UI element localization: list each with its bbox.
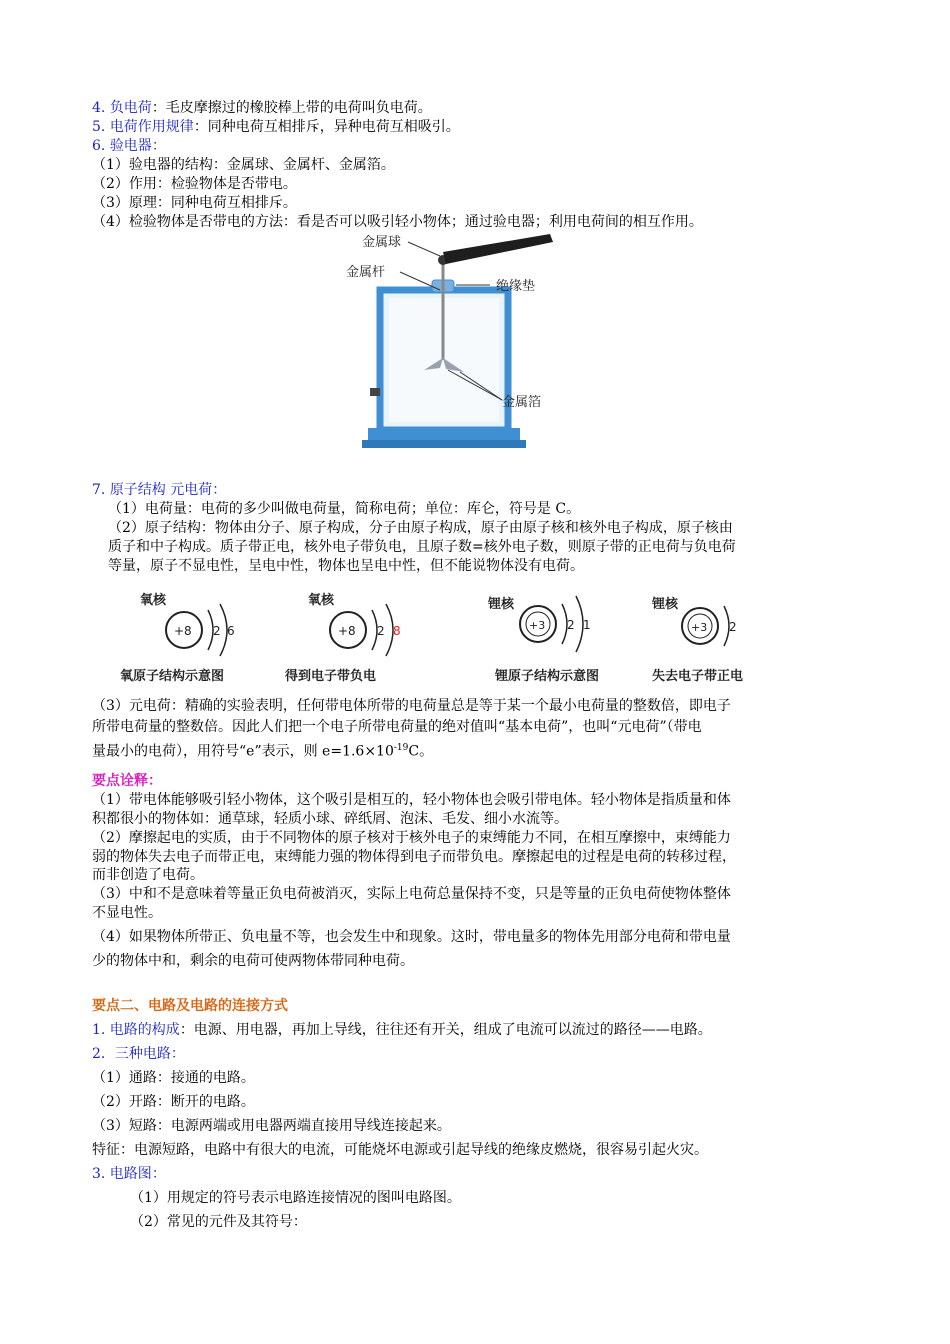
item-7-sub-3-line-3: [92, 739, 433, 762]
item-6-sub-2: （2）作用：检验物体是否带电。: [92, 176, 297, 192]
note-line-7: 不显电性。: [92, 905, 162, 921]
item-6-sub-3: （3）原理：同种电荷互相排斥。: [92, 195, 297, 211]
electroscope-base: [368, 428, 520, 442]
item-7-term: 原子结构 元电荷: [109, 482, 213, 498]
label-insulating-pad: 绝缘垫: [496, 279, 536, 294]
atom-2-shell-2-count: 8: [393, 624, 401, 638]
section-2-item-1-term: 1. 电路的构成: [92, 1022, 180, 1038]
item-5-num: 5.: [92, 119, 106, 135]
note-line-3: （2）摩擦起电的实质，由于不同物体的原子核对于核外电子的束缚能力不同，在相互摩擦中，束缚能力: [92, 830, 731, 846]
electroscope-base-bottom: [362, 440, 526, 448]
item-7: [92, 481, 226, 500]
exponent: -19: [393, 743, 409, 753]
atom-2-nucleus-charge: +8: [338, 624, 356, 638]
item-5-text: ：同种电荷互相排斥，异种电荷互相吸引。: [193, 119, 460, 135]
section-2-title: 要点二、电路及电路的连接方式: [92, 998, 288, 1014]
atom-3-shell-2: [576, 596, 583, 652]
item-7-sub-2-line-3: 等量，原子不显电性，呈电中性，物体也呈电中性，但不能说物体没有电荷。: [108, 558, 584, 574]
item-7-colon: ：: [212, 482, 227, 498]
item-7-num: 7.: [92, 482, 106, 498]
item-5-term: 电荷作用规律: [109, 119, 194, 135]
item-6-num: 6.: [92, 138, 106, 154]
label-metal-foil: 金属箔: [502, 395, 542, 410]
note-line-5: 而非创造了电荷。: [92, 867, 204, 883]
atom-2-shell-2: [386, 604, 393, 656]
atom-3-caption: 锂原子结构示意图: [495, 669, 600, 684]
item-7-sub-3-line-3-text: 量最小的电荷），用符号“e”表示，则 e=1.6×10: [92, 743, 394, 760]
atom-oxygen: [120, 592, 235, 684]
atom-1-shell-2-count: 6: [227, 624, 235, 638]
atom-4-nucleus-charge: +3: [691, 621, 708, 634]
item-4-term: 负电荷: [109, 100, 152, 116]
atom-lithium-ion: [651, 596, 743, 684]
note-line-6: （3）中和不是意味着等量正负电荷被消灭，实际上电荷总量保持不变，只是等量的正负电荷使物体整体: [92, 886, 731, 902]
note-line-8: （4）如果物体所带正、负电量不等，也会发生中和现象。这时，带电量多的物体先用部分电荷和带电量: [92, 929, 731, 945]
atom-2-shell-1-count: 2: [377, 624, 385, 638]
section-2-item-2-sub-3: （3）短路：电源两端或用电器两端直接用导线连接起来。: [92, 1118, 451, 1134]
section-2-item-1-text: ：电源、用电器，再加上导线，往往还有开关，组成了电流可以流过的路径——电路。: [179, 1022, 712, 1038]
item-5: [92, 118, 460, 137]
section-2-feature: 特征：电源短路，电路中有很大的电流，可能烧坏电源或引起导线的绝缘皮燃烧，很容易引起火灾。: [92, 1142, 708, 1158]
note-line-1: （1）带电体能够吸引轻小物体，这个吸引是相互的，轻小物体也会吸引带电体。轻小物体是指质量和体: [92, 792, 731, 808]
label-metal-ball: 金属球: [362, 235, 402, 250]
item-6-term: 验电器: [109, 138, 152, 154]
section-2-item-1: [92, 1021, 712, 1040]
atom-1-caption: 氧原子结构示意图: [120, 669, 225, 684]
section-2-item-2-sub-1: （1）通路：接通的电路。: [92, 1070, 255, 1086]
atom-oxygen-ion: [285, 592, 401, 684]
electroscope-figure: [340, 230, 555, 462]
section-2-item-3-sub-1: （1）用规定的符号表示电路连接情况的图叫电路图。: [130, 1190, 461, 1206]
section-2-item-3-term: 3. 电路图: [92, 1166, 152, 1182]
section-2-item-2-sub-2: （2）开路：断开的电路。: [92, 1094, 255, 1110]
atom-lithium: [487, 596, 599, 684]
atom-3-nucleus-charge: +3: [529, 619, 546, 632]
atom-1-shell-2: [220, 604, 227, 656]
atom-1-shell-1-count: 2: [213, 624, 221, 638]
section-2-item-3-sub-2: （2）常见的元件及其符号：: [130, 1214, 307, 1230]
item-7-sub-2-line-1: （2）原子结构：物体由分子、原子构成，分子由原子构成，原子由原子核和核外电子构成，原子核由: [108, 520, 733, 536]
atom-2-caption: 得到电子带负电: [285, 669, 377, 684]
note-line-9: 少的物体中和，剩余的电荷可使两物体带同种电荷。: [92, 953, 414, 969]
atom-4-core-label: 锂核: [652, 597, 679, 612]
section-2-item-2: [92, 1045, 185, 1064]
item-7-sub-2-line-2: 质子和中子构成。质子带正电，核外电子带负电，且原子数=核外电子数，则原子带的正电荷与负电荷: [108, 539, 736, 555]
section-2-item-2-term: 2．三种电路: [92, 1046, 171, 1062]
ball-leader: [408, 242, 440, 256]
note-line-4: 弱的物体失去电子而带正电，束缚能力强的物体得到电子而带负电。摩擦起电的过程是电荷的转移过程，: [92, 849, 736, 865]
item-7-sub-3-line-1: （3）元电荷：精确的实验表明，任何带电体所带的电荷量总是等于某一个最小电荷量的整数倍，即电子: [92, 698, 731, 714]
atom-structure-figure: [110, 588, 820, 688]
atom-3-shell-2-count: 1: [583, 618, 591, 632]
atom-4-shell-1-count: 2: [729, 620, 737, 634]
item-4: [92, 99, 432, 118]
atom-1-core-label: 氧核: [140, 593, 167, 608]
label-metal-rod: 金属杆: [346, 265, 386, 280]
notes-title: 要点诠释：: [92, 773, 162, 789]
item-6: [92, 137, 166, 156]
item-4-num: 4.: [92, 100, 106, 116]
item-7-sub-3-line-2: 所带电荷量的整数倍。因此人们把一个电子所带电荷量的绝对值叫“基本电荷”，也叫“元电荷”（带电: [92, 719, 702, 735]
item-4-text: ：毛皮摩擦过的橡胶棒上带的电荷叫负电荷。: [151, 100, 432, 116]
atom-2-core-label: 氧核: [308, 593, 335, 608]
item-6-colon: ：: [151, 138, 166, 154]
atom-1-nucleus-charge: +8: [174, 624, 192, 638]
electroscope-knob: [370, 388, 380, 396]
section-2-item-2-colon: ：: [170, 1046, 185, 1062]
section-2-item-3: [92, 1165, 166, 1184]
item-6-sub-4: （4）检验物体是否带电的方法：看是否可以吸引轻小物体；通过验电器；利用电荷间的相互作用。: [92, 214, 703, 230]
atom-3-core-label: 锂核: [488, 597, 515, 612]
note-line-2: 积都很小的物体如：通草球，轻质小球、碎纸屑、泡沫、毛发、细小水流等。: [92, 811, 568, 827]
item-7-sub-3-line-3-unit: C。: [408, 743, 434, 760]
charging-rod: [443, 234, 553, 264]
atom-3-shell-1-count: 2: [567, 618, 575, 632]
section-2-item-3-colon: ：: [151, 1166, 166, 1182]
item-6-sub-1: （1）验电器的结构：金属球、金属杆、金属箔。: [92, 157, 395, 173]
atom-4-caption: 失去电子带正电: [652, 669, 744, 684]
item-7-sub-1: （1）电荷量：电荷的多少叫做电荷量，简称电荷；单位：库仑，符号是 C。: [108, 501, 581, 517]
